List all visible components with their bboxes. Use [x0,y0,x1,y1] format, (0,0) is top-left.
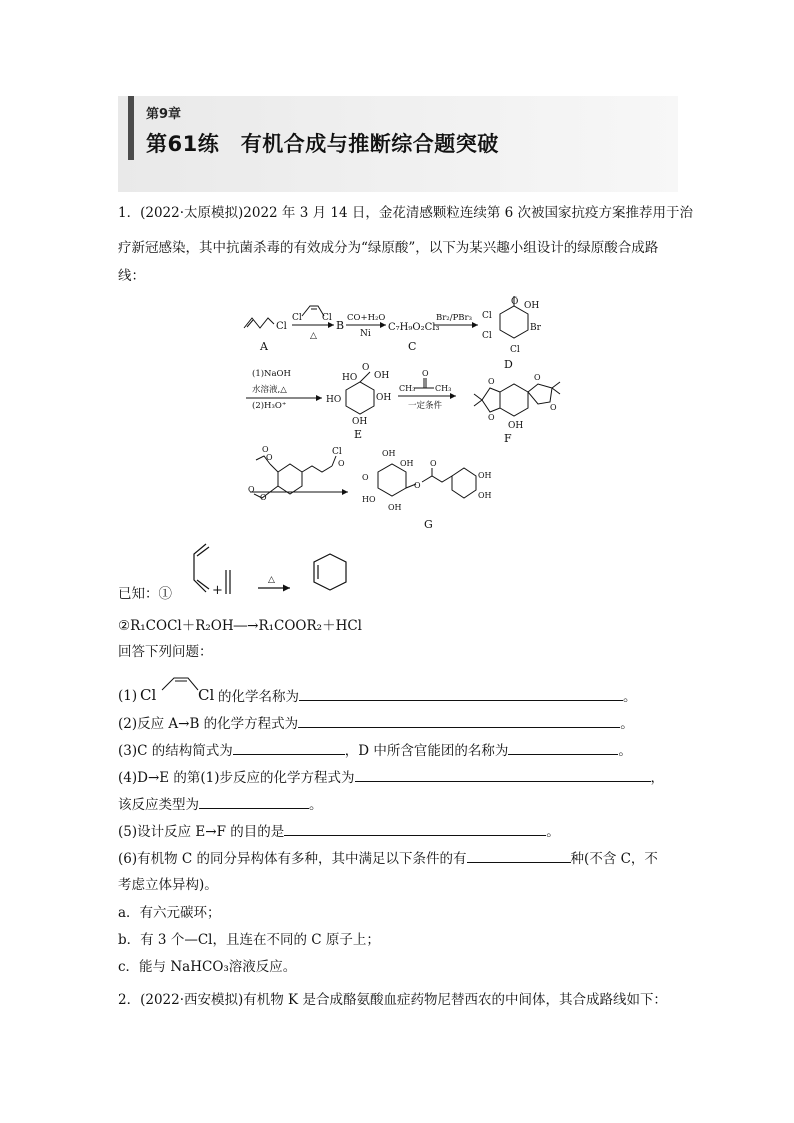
sub1-text: 的化学名称为 。 [218,686,637,707]
dichloroethene-reagent [302,306,324,316]
svg-text:△: △ [310,331,317,341]
svg-text:(1)NaOH: (1)NaOH [252,369,291,379]
svg-text:OH: OH [352,417,368,427]
svg-text:一定条件: 一定条件 [408,401,443,411]
svg-text:Cl: Cl [332,447,342,457]
acetone-reagent [414,378,434,388]
svg-text:OH: OH [524,301,540,311]
label-B: B [336,319,345,332]
svg-text:OH: OH [400,459,414,468]
svg-text:O: O [338,459,345,468]
answer-blank-3a[interactable] [233,740,345,755]
svg-text:O: O [534,373,541,382]
condition-b: b．有 3 个—Cl，且连在不同的 C 原子上； [118,932,380,948]
svg-text:O: O [414,481,421,490]
svg-text:HO: HO [342,373,358,383]
compound-F-structure [474,382,560,416]
svg-text:O: O [550,403,557,412]
answer-blank-3b[interactable] [508,740,618,755]
sub3-text: (3)C 的结构简式为 ，D 中所含官能团的名称为 。 [118,740,632,761]
q2-intro: 2．(2022·西安模拟)有机物 K 是合成酪氨酸血症药物尼替西农的中间体，其合成路线如下： [118,992,667,1008]
svg-text:CH₃: CH₃ [399,384,416,393]
answer-blank-4b[interactable] [199,794,309,809]
svg-text:Cl: Cl [140,686,157,702]
svg-text:HO: HO [362,495,376,504]
q1-intro-line2: 疗新冠感染，其中抗菌杀毒的有效成分为“绿原酸”，以下为某兴趣小组设计的绿原酸合成路 [118,240,659,256]
svg-text:O: O [262,445,269,454]
label-E: E [354,428,363,441]
q1-intro-line1: 1．(2022·太原模拟)2022 年 3 月 14 日，金花清感颗粒连续第 6 次被国家抗疫方案推荐用于治 [118,205,694,221]
svg-text:CO+H₂O: CO+H₂O [347,313,386,323]
compound-A-structure [244,318,274,328]
svg-text:O: O [362,473,369,482]
svg-text:OH: OH [374,371,390,381]
sub4-line2: 该反应类型为 。 [118,794,323,815]
svg-text:OH: OH [382,449,396,458]
svg-text:+: + [212,583,223,598]
formula-C: C₇H₉O₂Cl₃ [388,322,440,333]
svg-text:水溶液,△: 水溶液,△ [252,385,287,395]
known-label: 已知：① [118,586,172,602]
sub6-text: (6)有机物 C 的同分异构体有多种，其中满足以下条件的有 种(不含 C，不 [118,848,658,869]
svg-text:O: O [430,459,437,468]
svg-text:OH: OH [478,471,492,480]
answer-prompt: 回答下列问题： [118,644,213,660]
svg-text:Cl: Cl [276,321,287,332]
svg-text:O: O [511,297,519,307]
svg-text:Cl: Cl [510,345,520,355]
condition-a: a．有六元碳环； [118,905,221,921]
svg-text:O: O [488,413,495,422]
condition-c: c．能与 NaHCO₃溶液反应。 [118,959,297,975]
answer-blank-5[interactable] [284,821,546,836]
svg-text:Br₂/PBr₃: Br₂/PBr₃ [436,313,473,323]
label-G: G [424,518,433,531]
chapter-label: 第9章 [146,107,182,122]
sub5-text: (5)设计反应 E→F 的目的是 。 [118,821,560,842]
dichloroethene-structure [140,672,218,702]
ethylene-structure [226,570,230,594]
svg-text:HO: HO [326,395,342,405]
svg-text:Ni: Ni [360,329,371,339]
svg-text:OH: OH [508,421,524,431]
svg-text:CH₃: CH₃ [435,384,452,393]
svg-text:OH: OH [388,503,402,512]
sub4-text: (4)D→E 的第(1)步反应的化学方程式为 ， [118,767,664,788]
svg-text:O: O [488,377,495,386]
compound-G-structure [378,464,476,498]
svg-text:O: O [260,493,267,502]
sub2-text: (2)反应 A→B 的化学方程式为 。 [118,713,634,734]
butadiene-structure [194,544,209,592]
svg-text:(2)H₃O⁺: (2)H₃O⁺ [252,401,287,411]
svg-text:OH: OH [478,491,492,500]
page-title: 第61练 有机合成与推断综合题突破 [146,132,499,156]
sub1-prefix: (1) [118,688,138,704]
svg-text:O: O [266,453,273,462]
q1-intro-line3: 线： [118,268,145,284]
label-C: C [408,340,417,353]
svg-text:△: △ [268,575,275,585]
answer-blank-6[interactable] [467,848,571,863]
answer-blank-2[interactable] [298,713,620,728]
svg-text:OH: OH [376,393,392,403]
label-D: D [504,358,513,371]
cyclohexene-structure [314,554,346,590]
svg-text:Cl: Cl [322,313,332,323]
header-accent-bar [128,96,134,160]
svg-text:O: O [422,369,429,378]
answer-blank-1[interactable] [299,686,623,701]
diels-alder-scheme [180,540,380,606]
svg-text:Cl: Cl [482,311,492,321]
svg-text:Cl: Cl [482,331,492,341]
known-2: ②R₁COCl＋R₂OH―→R₁COOR₂＋HCl [118,618,362,634]
synthesis-scheme [238,296,578,538]
svg-text:O: O [248,485,255,494]
svg-text:Br: Br [530,323,541,333]
svg-text:O: O [362,363,370,373]
label-F: F [504,432,512,445]
sub6-line2: 考虑立体异构)。 [118,877,218,893]
label-A: A [260,340,268,353]
answer-blank-4a[interactable] [355,767,651,782]
svg-text:Cl: Cl [198,686,215,702]
svg-text:Cl: Cl [292,313,302,323]
